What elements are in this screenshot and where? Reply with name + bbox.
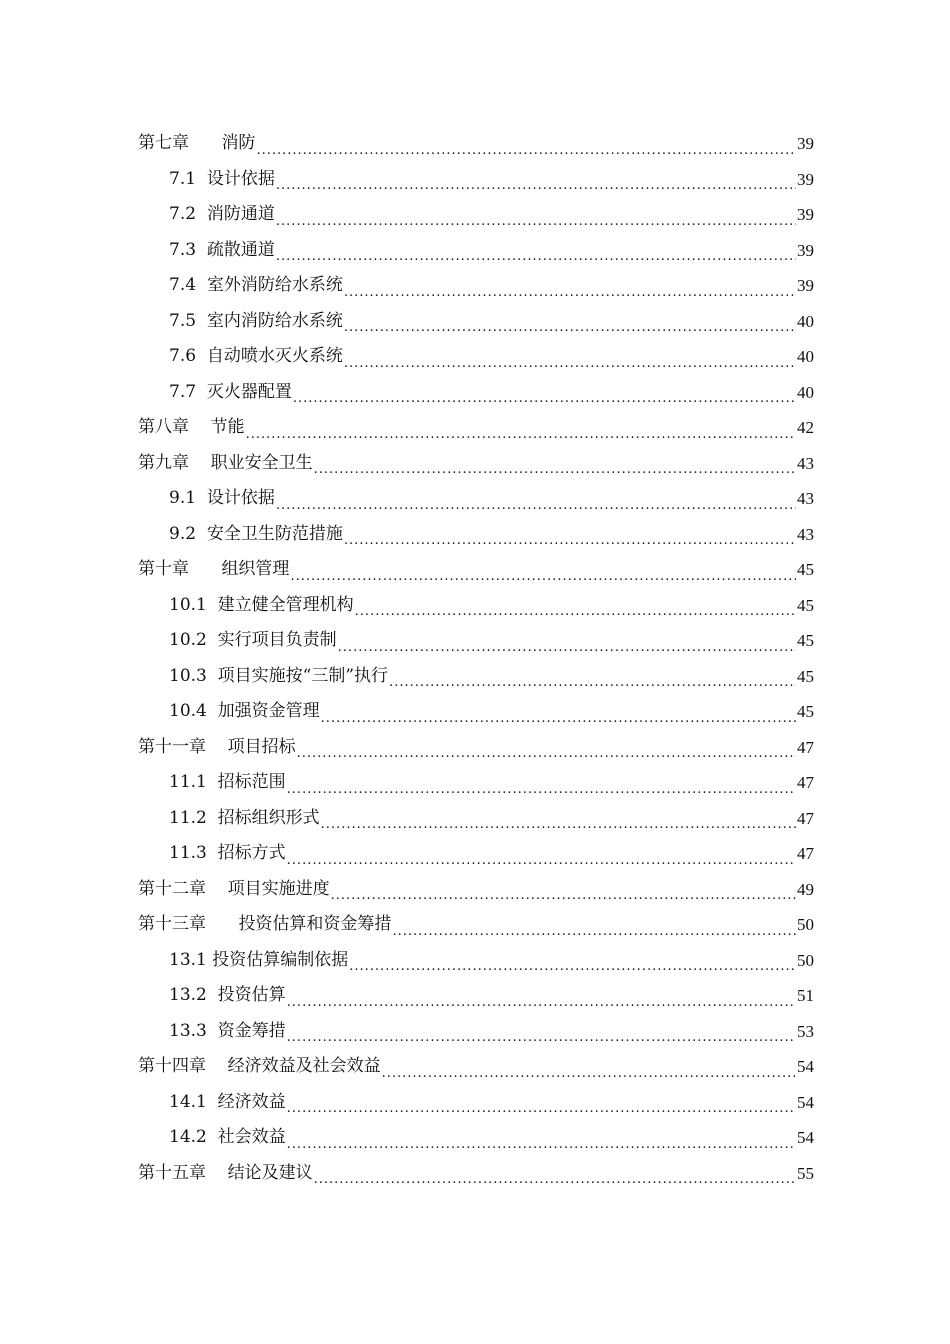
toc-section-entry[interactable] bbox=[138, 481, 814, 517]
toc-dot-leader bbox=[256, 140, 796, 162]
toc-page-number: 54 bbox=[797, 1092, 814, 1112]
toc-entry-number: 13.2 bbox=[169, 985, 207, 1005]
toc-entry-title: 室外消防给水系统 bbox=[206, 275, 343, 295]
toc-page-number: 43 bbox=[797, 524, 814, 544]
toc-entry-title: 室内消防给水系统 bbox=[206, 310, 343, 331]
toc-entry-number: 7.1 bbox=[169, 168, 197, 189]
toc-section-entry[interactable] bbox=[138, 1014, 814, 1050]
toc-entry-number: 14.2 bbox=[169, 1127, 207, 1147]
toc-page-number: 43 bbox=[797, 489, 814, 508]
toc-entry-gap bbox=[196, 375, 207, 411]
toc-entry-gap bbox=[207, 1014, 218, 1050]
toc-entry-number: 第八章 bbox=[138, 417, 189, 437]
toc-page-number: 45 bbox=[797, 560, 814, 579]
toc-chapter-entry[interactable] bbox=[138, 552, 814, 588]
toc-dot-leader bbox=[287, 1027, 796, 1049]
toc-chapter-entry[interactable] bbox=[138, 1156, 814, 1192]
toc-entry-gap bbox=[206, 872, 228, 908]
toc-section-entry[interactable] bbox=[138, 659, 814, 695]
toc-entry-title: 安全卫生防范措施 bbox=[206, 523, 343, 544]
toc-dot-leader bbox=[355, 601, 796, 623]
toc-page-number: 39 bbox=[797, 134, 814, 153]
toc-entry-number: 7.2 bbox=[169, 204, 197, 224]
toc-dot-leader bbox=[392, 921, 796, 943]
toc-section-entry[interactable] bbox=[138, 623, 814, 659]
toc-page-number: 47 bbox=[797, 808, 814, 828]
toc-entry-gap bbox=[196, 481, 207, 517]
toc-page-number: 49 bbox=[797, 879, 814, 899]
toc-page-number: 45 bbox=[797, 631, 814, 650]
toc-dot-leader bbox=[246, 424, 796, 446]
toc-entry-number: 10.4 bbox=[169, 701, 207, 721]
toc-section-entry[interactable] bbox=[138, 162, 814, 198]
toc-page-number: 39 bbox=[797, 169, 814, 189]
toc-entry-title: 项目招标 bbox=[227, 736, 296, 757]
toc-entry-gap bbox=[207, 1085, 218, 1121]
toc-entry-gap bbox=[196, 339, 207, 375]
toc-page-number: 51 bbox=[797, 986, 814, 1005]
toc-section-entry[interactable] bbox=[138, 268, 814, 304]
toc-entry-number: 第十三章 bbox=[138, 914, 206, 934]
table-of-contents bbox=[138, 126, 814, 1191]
toc-dot-leader bbox=[314, 1169, 796, 1191]
toc-dot-leader bbox=[344, 282, 796, 304]
toc-entry-number: 10.3 bbox=[169, 665, 207, 686]
toc-section-entry[interactable] bbox=[138, 765, 814, 801]
toc-page-number: 47 bbox=[797, 844, 814, 863]
toc-section-entry[interactable] bbox=[138, 233, 814, 269]
toc-entry-title: 消防通道 bbox=[206, 204, 275, 224]
toc-dot-leader bbox=[344, 353, 796, 375]
toc-entry-title: 自动喷水灭火系统 bbox=[206, 346, 343, 366]
toc-chapter-entry[interactable] bbox=[138, 126, 814, 162]
toc-entry-title: 疏散通道 bbox=[206, 239, 275, 260]
toc-dot-leader bbox=[321, 814, 796, 836]
toc-dot-leader bbox=[331, 885, 796, 907]
toc-entry-number: 10.2 bbox=[169, 630, 207, 650]
toc-page-number: 42 bbox=[797, 418, 814, 437]
toc-entry-gap bbox=[196, 233, 207, 269]
toc-entry-title: 投资估算编制依据 bbox=[212, 949, 349, 970]
toc-entry-number: 7.3 bbox=[169, 239, 197, 260]
toc-entry-number: 第十二章 bbox=[138, 878, 206, 899]
toc-entry-title: 资金筹措 bbox=[217, 1020, 286, 1041]
toc-dot-leader bbox=[287, 992, 796, 1014]
toc-entry-number: 10.1 bbox=[169, 594, 207, 615]
toc-dot-leader bbox=[344, 530, 796, 552]
toc-entry-gap bbox=[196, 517, 207, 553]
toc-dot-leader bbox=[287, 779, 796, 801]
toc-page-number: 54 bbox=[797, 1128, 814, 1147]
toc-entry-number: 9.2 bbox=[169, 523, 197, 544]
toc-entry-gap bbox=[189, 446, 211, 482]
toc-entry-gap bbox=[207, 588, 218, 624]
toc-section-entry[interactable] bbox=[138, 1085, 814, 1121]
toc-dot-leader bbox=[276, 495, 796, 517]
toc-dot-leader bbox=[382, 1063, 796, 1085]
toc-entry-title: 招标范围 bbox=[217, 772, 286, 792]
toc-entry-number: 第十五章 bbox=[138, 1162, 206, 1183]
toc-entry-title: 社会效益 bbox=[217, 1127, 286, 1147]
toc-entry-gap bbox=[196, 197, 207, 233]
toc-section-entry[interactable] bbox=[138, 836, 814, 872]
toc-entry-title: 节能 bbox=[210, 417, 245, 437]
toc-entry-gap bbox=[196, 162, 207, 198]
toc-entry-gap bbox=[206, 1049, 228, 1085]
toc-entry-gap bbox=[207, 836, 218, 872]
toc-dot-leader bbox=[314, 459, 796, 481]
toc-section-entry[interactable] bbox=[138, 978, 814, 1014]
toc-page-number: 47 bbox=[797, 737, 814, 757]
toc-entry-gap bbox=[189, 552, 221, 588]
toc-page-number: 45 bbox=[797, 666, 814, 686]
toc-entry-title: 经济效益及社会效益 bbox=[227, 1056, 381, 1076]
toc-page-number: 40 bbox=[797, 347, 814, 366]
toc-dot-leader bbox=[287, 850, 796, 872]
toc-entry-title: 投资估算 bbox=[217, 985, 286, 1005]
toc-section-entry[interactable] bbox=[138, 694, 814, 730]
toc-dot-leader bbox=[287, 1134, 796, 1156]
toc-entry-gap bbox=[189, 126, 221, 162]
toc-entry-title: 投资估算和资金筹措 bbox=[238, 914, 392, 934]
toc-page-number: 43 bbox=[797, 453, 814, 473]
toc-entry-title: 招标组织形式 bbox=[217, 807, 320, 828]
toc-page-number: 39 bbox=[797, 276, 814, 295]
toc-entry-gap bbox=[207, 978, 218, 1014]
toc-entry-number: 第七章 bbox=[138, 133, 189, 153]
toc-entry-title: 实行项目负责制 bbox=[217, 630, 337, 650]
toc-entry-number: 第十四章 bbox=[138, 1056, 206, 1076]
toc-entry-title: 职业安全卫生 bbox=[210, 452, 313, 473]
toc-entry-title: 经济效益 bbox=[217, 1091, 286, 1112]
toc-entry-title: 设计依据 bbox=[206, 488, 275, 508]
toc-section-entry[interactable] bbox=[138, 517, 814, 553]
toc-entry-gap bbox=[207, 623, 218, 659]
toc-entry-gap bbox=[207, 765, 218, 801]
toc-page-number: 47 bbox=[797, 773, 814, 792]
toc-dot-leader bbox=[276, 211, 796, 233]
toc-entry-gap bbox=[206, 1156, 228, 1192]
toc-dot-leader bbox=[290, 566, 796, 588]
toc-dot-leader bbox=[389, 672, 796, 694]
toc-page-number: 45 bbox=[797, 595, 814, 615]
toc-section-entry[interactable] bbox=[138, 801, 814, 837]
toc-entry-number: 7.5 bbox=[169, 310, 197, 331]
toc-entry-number: 7.7 bbox=[169, 381, 197, 402]
toc-dot-leader bbox=[287, 1098, 796, 1120]
toc-section-entry[interactable] bbox=[138, 339, 814, 375]
toc-chapter-entry[interactable] bbox=[138, 907, 814, 943]
toc-entry-number: 11.3 bbox=[169, 843, 207, 863]
toc-entry-title: 消防 bbox=[221, 133, 256, 153]
toc-entry-title: 设计依据 bbox=[206, 168, 275, 189]
toc-entry-title: 项目实施进度 bbox=[227, 878, 330, 899]
toc-section-entry[interactable] bbox=[138, 304, 814, 340]
toc-dot-leader bbox=[344, 317, 796, 339]
toc-dot-leader bbox=[293, 388, 796, 410]
toc-page-number: 40 bbox=[797, 311, 814, 331]
toc-dot-leader bbox=[297, 743, 796, 765]
toc-chapter-entry[interactable] bbox=[138, 410, 814, 446]
toc-entry-gap bbox=[206, 907, 238, 943]
toc-entry-title: 灭火器配置 bbox=[206, 381, 292, 402]
toc-entry-gap bbox=[207, 694, 218, 730]
toc-entry-gap bbox=[207, 1120, 218, 1156]
toc-page-number: 39 bbox=[797, 205, 814, 224]
toc-page-number: 54 bbox=[797, 1057, 814, 1076]
toc-entry-number: 7.6 bbox=[169, 346, 197, 366]
toc-entry-title: 建立健全管理机构 bbox=[217, 594, 354, 615]
toc-entry-gap bbox=[196, 268, 207, 304]
toc-entry-number: 13.1 bbox=[169, 949, 207, 970]
toc-page-number: 40 bbox=[797, 382, 814, 402]
toc-entry-number: 11.2 bbox=[169, 807, 207, 828]
toc-entry-title: 组织管理 bbox=[221, 559, 290, 579]
toc-entry-gap bbox=[206, 730, 228, 766]
toc-entry-number: 第九章 bbox=[138, 452, 189, 473]
toc-entry-number: 11.1 bbox=[169, 772, 207, 792]
toc-section-entry[interactable] bbox=[138, 375, 814, 411]
toc-dot-leader bbox=[321, 708, 796, 730]
toc-entry-title: 项目实施按“三制”执行 bbox=[217, 665, 389, 686]
toc-dot-leader bbox=[338, 637, 796, 659]
toc-entry-number: 第十一章 bbox=[138, 736, 206, 757]
toc-page-number: 55 bbox=[797, 1163, 814, 1183]
toc-entry-title: 招标方式 bbox=[217, 843, 286, 863]
toc-entry-number: 第十章 bbox=[138, 559, 189, 579]
toc-chapter-entry[interactable] bbox=[138, 872, 814, 908]
toc-section-entry[interactable] bbox=[138, 1120, 814, 1156]
toc-section-entry[interactable] bbox=[138, 588, 814, 624]
toc-section-entry[interactable] bbox=[138, 197, 814, 233]
toc-dot-leader bbox=[276, 175, 796, 197]
toc-page-number: 53 bbox=[797, 1021, 814, 1041]
toc-page-number: 50 bbox=[797, 915, 814, 934]
toc-chapter-entry[interactable] bbox=[138, 730, 814, 766]
toc-entry-number: 14.1 bbox=[169, 1091, 207, 1112]
toc-dot-leader bbox=[349, 956, 796, 978]
toc-page-number: 45 bbox=[797, 702, 814, 721]
toc-chapter-entry[interactable] bbox=[138, 446, 814, 482]
toc-entry-gap bbox=[189, 410, 211, 446]
toc-entry-gap bbox=[207, 801, 218, 837]
toc-entry-gap bbox=[207, 659, 218, 695]
toc-entry-number: 7.4 bbox=[169, 275, 197, 295]
toc-page-number: 39 bbox=[797, 240, 814, 260]
toc-entry-number: 13.3 bbox=[169, 1020, 207, 1041]
toc-section-entry[interactable] bbox=[138, 943, 814, 979]
toc-dot-leader bbox=[276, 246, 796, 268]
toc-chapter-entry[interactable] bbox=[138, 1049, 814, 1085]
toc-entry-number: 9.1 bbox=[169, 488, 197, 508]
toc-entry-title: 结论及建议 bbox=[227, 1162, 313, 1183]
toc-entry-title: 加强资金管理 bbox=[217, 701, 320, 721]
toc-entry-gap bbox=[196, 304, 207, 340]
toc-page-number: 50 bbox=[797, 950, 814, 970]
